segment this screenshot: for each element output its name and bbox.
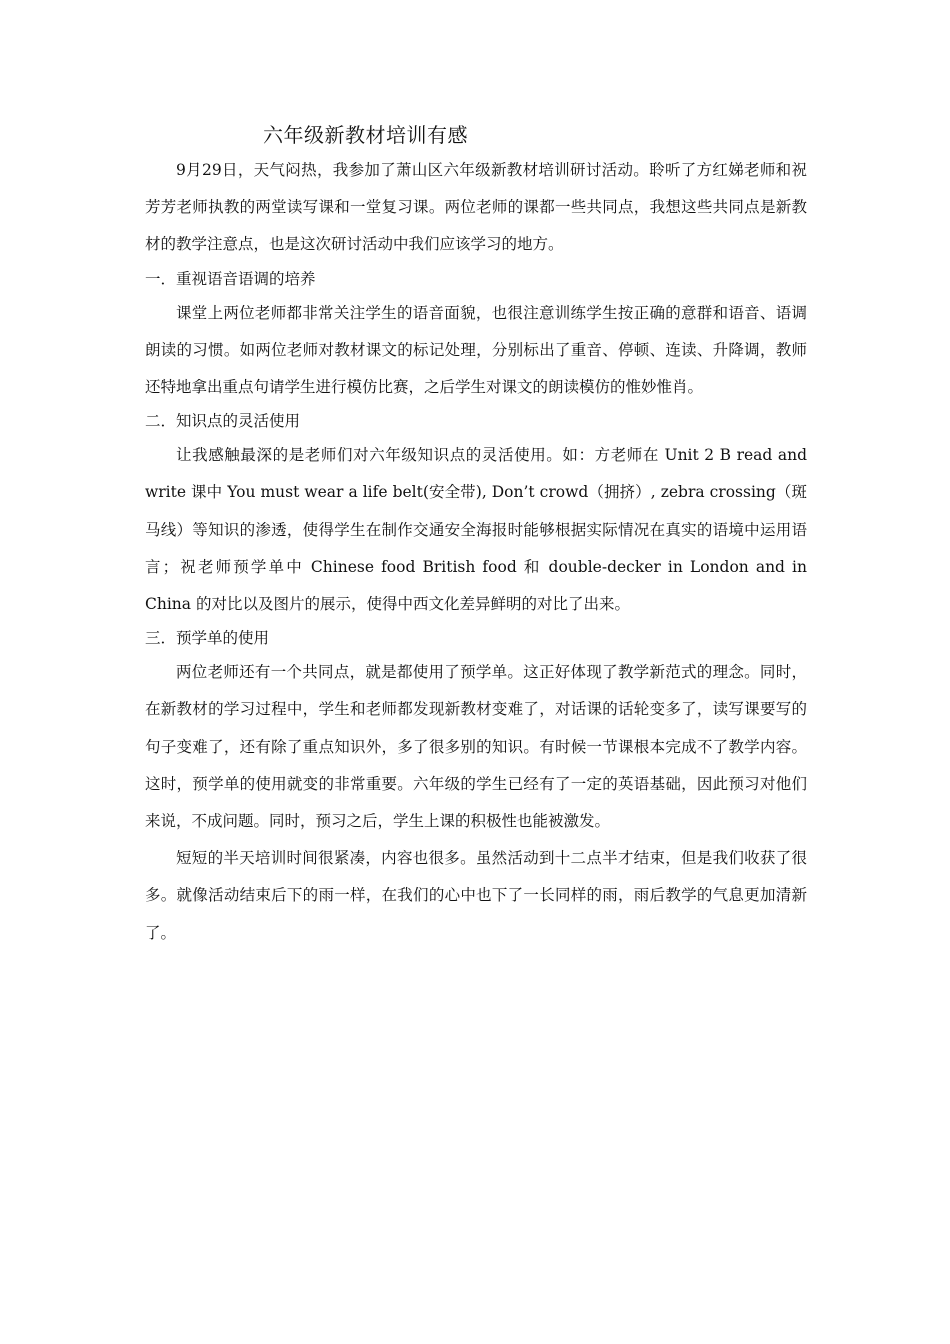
intro-paragraph: 9月29日，天气闷热，我参加了萧山区六年级新教材培训研讨活动。聆听了方红娣老师和祝芳芳老师执教的两堂读写课和一堂复习课。两位老师的课都一些共同点，我想这些共同点是新教材的教学注意点，也是这次研讨活动中我们应该学习的地方。 xyxy=(145,161,807,254)
section-heading-3: 三．预学单的使用 xyxy=(145,629,270,648)
document-body xyxy=(145,120,807,952)
section-body-3: 两位老师还有一个共同点，就是都使用了预学单。这正好体现了教学新范式的理念。同时，在新教材的学习过程中，学生和老师都发现新教材变难了，对话课的话轮变多了，读写课要写的句子变难了，还有除了重点知识外，多了很多别的知识。有时候一节课根本完成不了教学内容。这时，预学单的使用就变的非常重要。六年级的学生已经有了一定的英语基础，因此预习对他们来说，不成问题。同时，预习之后，学生上课的积极性也能被激发。 xyxy=(145,663,807,831)
section-body-1: 课堂上两位老师都非常关注学生的语音面貌，也很注意训练学生按正确的意群和语音、语调朗读的习惯。如两位老师对教材课文的标记处理，分别标出了重音、停顿、连读、升降调，教师还特地拿出重点句请学生进行模仿比赛，之后学生对课文的朗读模仿的惟妙惟肖。 xyxy=(145,303,807,397)
closing-paragraph: 短短的半天培训时间很紧凑，内容也很多。虽然活动到十二点半才结束，但是我们收获了很多。就像活动结束后下的雨一样，在我们的心中也下了一长同样的雨，雨后教学的气息更加清新了。 xyxy=(145,849,807,942)
section-heading-1: 一．重视语音语调的培养 xyxy=(145,269,316,288)
section-heading-2: 二．知识点的灵活使用 xyxy=(145,412,301,431)
document-title: 六年级新教材培训有感 xyxy=(263,123,468,147)
section-body-2: 让我感触最深的是老师们对六年级知识点的灵活使用。如：方老师在 Unit 2 B read and write 课中 You must wear a life belt(安全带), Don’t crowd（拥挤）, zebra crossing（斑马线）等知识的渗透，使得学生在制作交通安全海报时能够根据实际情况在真实的语境中运用语言；祝老师预学单中 Chinese food British food 和 double-decker in London and in China 的对比以及图片的展示，使得中西文化差异鲜明的对比了出来。 xyxy=(145,446,807,614)
